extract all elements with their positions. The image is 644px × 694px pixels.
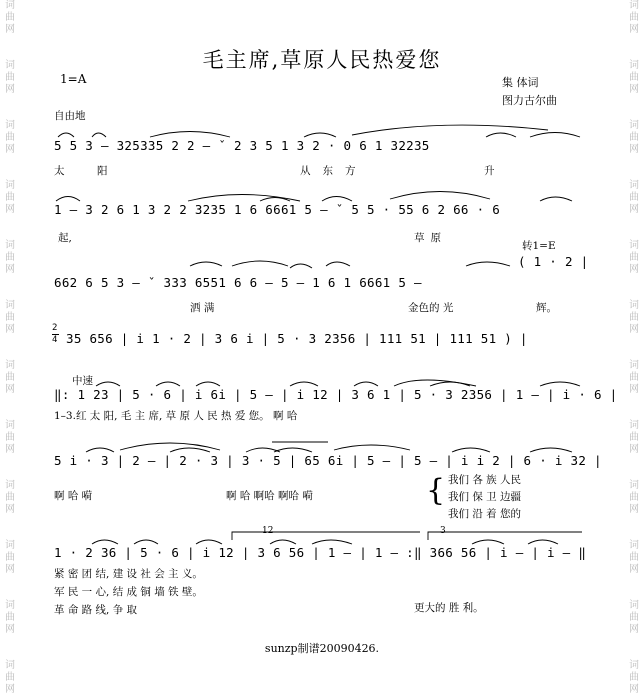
watermark-left: 词 曲 网 <box>5 480 15 515</box>
lyric-line-7d: 更大的 胜 利。 <box>414 602 484 614</box>
tempo-free: 自由地 <box>54 110 86 122</box>
music-line-2: 1 – 3 2 6 1 3 2 2 3235 1 6 6661 5 – ˇ 5 5 · 55 6 2 66 · 6 <box>54 202 501 217</box>
lyric-word: 起, <box>58 232 72 244</box>
watermark-right: 词 曲 网 <box>629 0 639 35</box>
lyric-line-6c: 我们 保 卫 边疆 <box>448 491 522 503</box>
lyric-word: 草原 <box>414 232 447 244</box>
watermark-left: 词 曲 网 <box>5 360 15 395</box>
music-line-4: 35 656 | i 1 · 2 | 3 6 i | 5 · 3 2356 | 111 51 | 111 51 ) | <box>66 331 528 346</box>
watermark-right: 词 曲 网 <box>629 300 639 335</box>
lyric-line-6c: 我们 各 族 人民 <box>448 474 522 486</box>
music-line-5: ‖: 1 23 | 5 · 6 | i 6i | 5 – | i 12 | 3 6 1 | 5 · 3 2356 | 1 – | i · 6 | <box>54 387 618 402</box>
watermark-right: 词 曲 网 <box>629 120 639 155</box>
lyricist-credit: 集 体词 <box>502 76 539 89</box>
watermark-right: 词 曲 网 <box>629 600 639 635</box>
watermark-left: 词 曲 网 <box>5 600 15 635</box>
lyric-word: 从东方 <box>300 165 368 177</box>
time-signature-top: 2 <box>52 323 58 333</box>
music-line-1: 5 5 3 – 325335 2 2 – ˇ 2 3 5 1 3 2 · 0 6 1 32235 <box>54 138 430 153</box>
watermark-left: 词 曲 网 <box>5 540 15 575</box>
lyric-word: 太 <box>54 165 65 177</box>
intro-parenthesis: ( 1 · 2 | <box>518 254 589 269</box>
lyric-line-5: 1–3.红 太 阳, 毛 主 席, 草 原 人 民 热 爱 您。 啊 哈 <box>54 410 298 422</box>
watermark-left: 词 曲 网 <box>5 0 15 35</box>
watermark-right: 词 曲 网 <box>629 180 639 215</box>
watermark-left: 词 曲 网 <box>5 420 15 455</box>
lyric-word: 洒 满 <box>190 302 215 314</box>
volta-first-label: 12 <box>262 526 274 536</box>
watermark-right: 词 曲 网 <box>629 60 639 95</box>
lyric-word: 辉。 <box>536 302 557 314</box>
music-line-6: 5 i · 3 | 2 – | 2 · 3 | 3 · 5 | 65 6i | 5 – | 5 – | i i 2 | 6 · i 32 | <box>54 453 602 468</box>
volta-second-label: 3 <box>440 526 446 536</box>
watermark-right: 词 曲 网 <box>629 660 639 694</box>
song-title: 毛主席,草原人民热爱您 <box>202 48 442 72</box>
watermark-left: 词 曲 网 <box>5 240 15 275</box>
watermark-right: 词 曲 网 <box>629 540 639 575</box>
key-signature: 1=A <box>60 72 87 86</box>
lyric-word: 升 <box>484 165 495 177</box>
footer-credit: sunzp制谱20090426. <box>264 642 380 655</box>
watermark-left: 词 曲 网 <box>5 180 15 215</box>
watermark-right: 词 曲 网 <box>629 360 639 395</box>
watermark-left: 词 曲 网 <box>5 300 15 335</box>
time-signature-bottom: 4 <box>52 335 58 345</box>
lyric-line-6b: 啊 哈 啊哈 啊哈 嗬 <box>226 490 313 502</box>
lyric-line-6a: 啊 哈 嗬 <box>54 490 93 502</box>
composer-credit: 图力古尔曲 <box>502 94 557 107</box>
lyric-line-7c: 革 命 路 线, 争 取 <box>54 604 138 616</box>
watermark-left: 词 曲 网 <box>5 60 15 95</box>
watermark-right: 词 曲 网 <box>629 420 639 455</box>
tempo-moderate: 中速 <box>72 375 93 387</box>
lyric-word: 金色的 光 <box>408 302 454 314</box>
lyric-line-7a: 紧 密 团 结, 建 设 社 会 主 义。 <box>54 568 203 580</box>
key-change: 转1=E <box>522 240 556 252</box>
watermark-right: 词 曲 网 <box>629 480 639 515</box>
music-line-7: 1 · 2 36 | 5 · 6 | i 12 | 3 6 56 | 1 – | 1 – :‖ 366 56 | i – | i – ‖ <box>54 545 587 560</box>
watermark-left: 词 曲 网 <box>5 120 15 155</box>
lyric-line-7b: 军 民 一 心, 结 成 铜 墙 铁 壁。 <box>54 586 203 598</box>
watermark-left: 词 曲 网 <box>5 660 15 694</box>
watermark-right: 词 曲 网 <box>629 240 639 275</box>
music-line-3: 662 6 5 3 – ˇ 333 6551 6 6 – 5 – 1 6 1 6661 5 – <box>54 275 422 290</box>
lyric-word: 阳 <box>97 165 108 177</box>
lyric-line-6c: 我们 沿 着 您的 <box>448 508 522 520</box>
verse-brace: { <box>426 473 446 508</box>
